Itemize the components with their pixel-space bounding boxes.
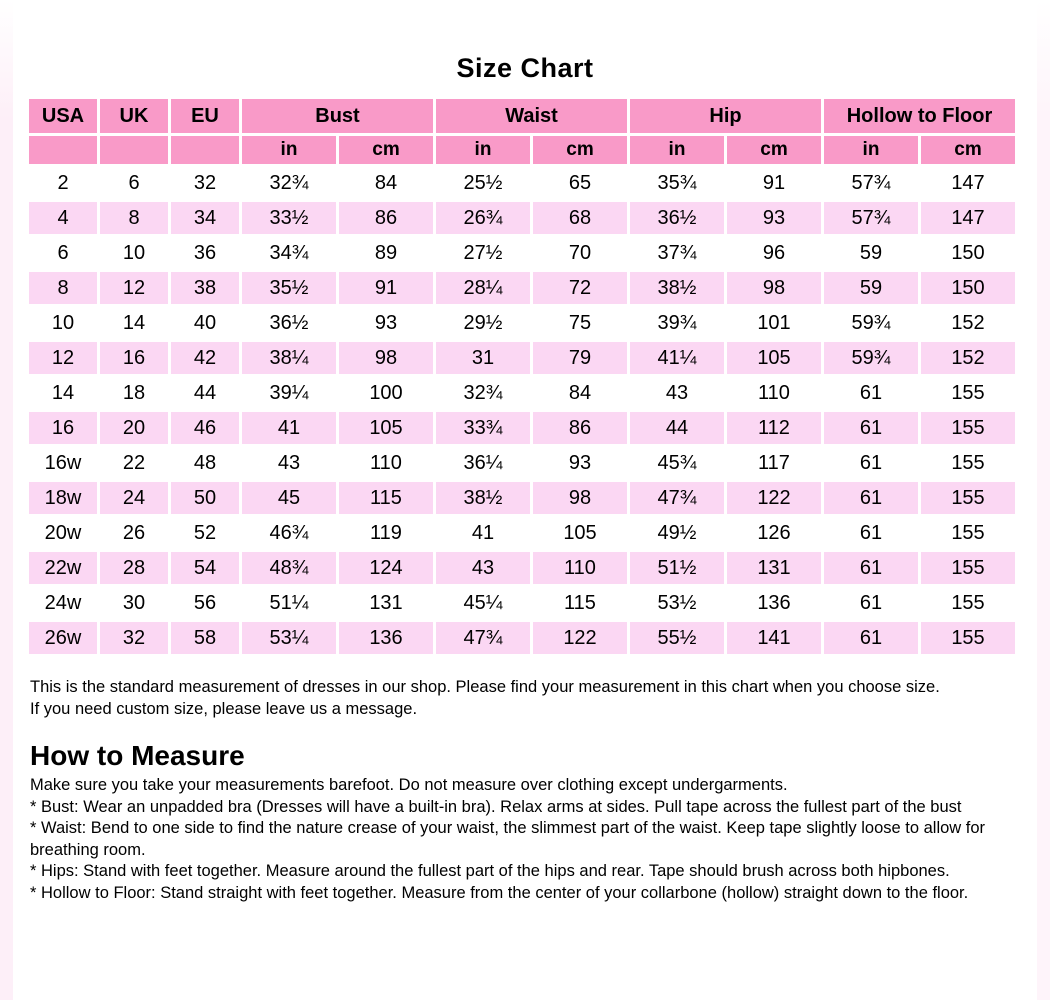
size-cell: 136 bbox=[339, 622, 433, 654]
size-cell: 61 bbox=[824, 482, 918, 514]
size-cell: 155 bbox=[921, 482, 1015, 514]
size-cell: 20 bbox=[100, 412, 168, 444]
size-cell: 25½ bbox=[436, 167, 530, 199]
size-cell: 33¾ bbox=[436, 412, 530, 444]
size-cell: 72 bbox=[533, 272, 627, 304]
size-cell: 18w bbox=[29, 482, 97, 514]
size-cell: 39¾ bbox=[630, 307, 724, 339]
size-cell: 2 bbox=[29, 167, 97, 199]
size-cell: 14 bbox=[29, 377, 97, 409]
size-cell: 38½ bbox=[630, 272, 724, 304]
table-row bbox=[29, 622, 1015, 654]
size-cell: 10 bbox=[100, 237, 168, 269]
size-cell: 42 bbox=[171, 342, 239, 374]
note-line-1: This is the standard measurement of dresses in our shop. Please find your measurement in this chart when you choose size. bbox=[30, 678, 940, 696]
size-cell: 26¾ bbox=[436, 202, 530, 234]
size-cell: 68 bbox=[533, 202, 627, 234]
size-cell: 147 bbox=[921, 167, 1015, 199]
size-cell: 33½ bbox=[242, 202, 336, 234]
size-cell: 86 bbox=[533, 412, 627, 444]
table-row bbox=[29, 202, 1015, 234]
size-cell: 8 bbox=[29, 272, 97, 304]
size-cell: 59¾ bbox=[824, 307, 918, 339]
size-cell: 22 bbox=[100, 447, 168, 479]
size-cell: 155 bbox=[921, 377, 1015, 409]
size-cell: 26 bbox=[100, 517, 168, 549]
size-cell: 75 bbox=[533, 307, 627, 339]
size-cell: 105 bbox=[727, 342, 821, 374]
size-cell: 93 bbox=[727, 202, 821, 234]
measure-tip-hips: * Hips: Stand with feet together. Measure around the fullest part of the hips and rear. Tape should brush across both hipbones. bbox=[30, 862, 950, 880]
size-cell: 35¾ bbox=[630, 167, 724, 199]
size-cell: 47¾ bbox=[436, 622, 530, 654]
size-cell: 155 bbox=[921, 552, 1015, 584]
size-cell: 61 bbox=[824, 447, 918, 479]
column-header-eu: EU bbox=[171, 99, 239, 133]
size-cell: 122 bbox=[533, 622, 627, 654]
size-cell: 131 bbox=[727, 552, 821, 584]
size-cell: 93 bbox=[533, 447, 627, 479]
size-cell: 32¾ bbox=[242, 167, 336, 199]
table-row bbox=[29, 342, 1015, 374]
table-row bbox=[29, 307, 1015, 339]
size-cell: 84 bbox=[339, 167, 433, 199]
size-cell: 101 bbox=[727, 307, 821, 339]
column-header-uk: UK bbox=[100, 99, 168, 133]
size-cell: 147 bbox=[921, 202, 1015, 234]
size-cell: 58 bbox=[171, 622, 239, 654]
size-cell: 57¾ bbox=[824, 167, 918, 199]
size-cell: 152 bbox=[921, 307, 1015, 339]
size-cell: 45¾ bbox=[630, 447, 724, 479]
size-cell: 18 bbox=[100, 377, 168, 409]
size-cell: 126 bbox=[727, 517, 821, 549]
size-cell: 65 bbox=[533, 167, 627, 199]
table-row bbox=[29, 377, 1015, 409]
size-cell: 16 bbox=[100, 342, 168, 374]
size-cell: 152 bbox=[921, 342, 1015, 374]
size-cell: 52 bbox=[171, 517, 239, 549]
unit-header-cm: cm bbox=[921, 136, 1015, 164]
unit-header-blank bbox=[100, 136, 168, 164]
column-header-usa: USA bbox=[29, 99, 97, 133]
size-cell: 89 bbox=[339, 237, 433, 269]
size-cell: 12 bbox=[29, 342, 97, 374]
table-row bbox=[29, 447, 1015, 479]
size-cell: 79 bbox=[533, 342, 627, 374]
size-cell: 110 bbox=[339, 447, 433, 479]
table-row bbox=[29, 587, 1015, 619]
size-cell: 70 bbox=[533, 237, 627, 269]
size-cell: 98 bbox=[339, 342, 433, 374]
how-to-measure-body bbox=[30, 775, 1025, 904]
size-cell: 49½ bbox=[630, 517, 724, 549]
size-cell: 38 bbox=[171, 272, 239, 304]
size-cell: 117 bbox=[727, 447, 821, 479]
size-cell: 56 bbox=[171, 587, 239, 619]
size-cell: 155 bbox=[921, 517, 1015, 549]
size-cell: 115 bbox=[339, 482, 433, 514]
size-cell: 36¼ bbox=[436, 447, 530, 479]
size-cell: 46¾ bbox=[242, 517, 336, 549]
unit-header-in: in bbox=[242, 136, 336, 164]
size-cell: 61 bbox=[824, 517, 918, 549]
size-cell: 96 bbox=[727, 237, 821, 269]
table-row bbox=[29, 167, 1015, 199]
size-cell: 61 bbox=[824, 377, 918, 409]
size-cell: 41 bbox=[436, 517, 530, 549]
size-cell: 141 bbox=[727, 622, 821, 654]
size-cell: 44 bbox=[630, 412, 724, 444]
how-to-measure-heading: How to Measure bbox=[30, 740, 245, 771]
table-body bbox=[29, 167, 1015, 654]
size-cell: 16 bbox=[29, 412, 97, 444]
measure-tip-bust: * Bust: Wear an unpadded bra (Dresses will have a built-in bra). Relax arms at sides. Pull tape across the fullest part of the bust bbox=[30, 797, 962, 816]
size-cell: 110 bbox=[727, 377, 821, 409]
size-cell: 61 bbox=[824, 587, 918, 619]
size-cell: 40 bbox=[171, 307, 239, 339]
size-cell: 57¾ bbox=[824, 202, 918, 234]
size-cell: 115 bbox=[533, 587, 627, 619]
size-cell: 122 bbox=[727, 482, 821, 514]
unit-header-cm: cm bbox=[339, 136, 433, 164]
size-cell: 55½ bbox=[630, 622, 724, 654]
column-header-bust: Bust bbox=[242, 99, 433, 133]
size-cell: 98 bbox=[727, 272, 821, 304]
size-cell: 35½ bbox=[242, 272, 336, 304]
size-cell: 105 bbox=[339, 412, 433, 444]
page-title: Size Chart bbox=[456, 53, 594, 83]
size-cell: 38¼ bbox=[242, 342, 336, 374]
unit-header-blank bbox=[171, 136, 239, 164]
size-cell: 59 bbox=[824, 237, 918, 269]
size-cell: 110 bbox=[533, 552, 627, 584]
size-cell: 27½ bbox=[436, 237, 530, 269]
unit-header-in: in bbox=[824, 136, 918, 164]
size-cell: 54 bbox=[171, 552, 239, 584]
size-cell: 36 bbox=[171, 237, 239, 269]
size-cell: 24w bbox=[29, 587, 97, 619]
size-cell: 12 bbox=[100, 272, 168, 304]
right-edge-tint bbox=[1037, 0, 1050, 1000]
size-cell: 84 bbox=[533, 377, 627, 409]
size-cell: 91 bbox=[339, 272, 433, 304]
size-cell: 44 bbox=[171, 377, 239, 409]
size-cell: 29½ bbox=[436, 307, 530, 339]
size-cell: 34¾ bbox=[242, 237, 336, 269]
size-cell: 150 bbox=[921, 237, 1015, 269]
size-cell: 155 bbox=[921, 622, 1015, 654]
size-cell: 48¾ bbox=[242, 552, 336, 584]
size-cell: 136 bbox=[727, 587, 821, 619]
note-line-2: If you need custom size, please leave us a message. bbox=[30, 699, 418, 718]
column-header-waist: Waist bbox=[436, 99, 627, 133]
size-cell: 131 bbox=[339, 587, 433, 619]
table-row bbox=[29, 412, 1015, 444]
size-cell: 39¼ bbox=[242, 377, 336, 409]
size-cell: 93 bbox=[339, 307, 433, 339]
size-cell: 24 bbox=[100, 482, 168, 514]
size-cell: 46 bbox=[171, 412, 239, 444]
size-cell: 22w bbox=[29, 552, 97, 584]
size-cell: 28¼ bbox=[436, 272, 530, 304]
size-cell: 32¾ bbox=[436, 377, 530, 409]
size-cell: 31 bbox=[436, 342, 530, 374]
unit-header-cm: cm bbox=[533, 136, 627, 164]
size-cell: 61 bbox=[824, 622, 918, 654]
size-cell: 91 bbox=[727, 167, 821, 199]
unit-header-in: in bbox=[630, 136, 724, 164]
size-cell: 59¾ bbox=[824, 342, 918, 374]
size-cell: 37¾ bbox=[630, 237, 724, 269]
size-cell: 50 bbox=[171, 482, 239, 514]
left-edge-tint bbox=[0, 0, 13, 1000]
size-chart-table bbox=[26, 96, 1018, 657]
column-header-hip: Hip bbox=[630, 99, 821, 133]
size-cell: 47¾ bbox=[630, 482, 724, 514]
size-cell: 100 bbox=[339, 377, 433, 409]
size-cell: 155 bbox=[921, 587, 1015, 619]
standard-measurement-notes bbox=[30, 677, 1025, 720]
size-cell: 51½ bbox=[630, 552, 724, 584]
size-cell: 28 bbox=[100, 552, 168, 584]
size-cell: 155 bbox=[921, 412, 1015, 444]
size-cell: 155 bbox=[921, 447, 1015, 479]
size-cell: 8 bbox=[100, 202, 168, 234]
size-cell: 119 bbox=[339, 517, 433, 549]
size-cell: 112 bbox=[727, 412, 821, 444]
size-cell: 6 bbox=[100, 167, 168, 199]
size-cell: 53¼ bbox=[242, 622, 336, 654]
size-cell: 26w bbox=[29, 622, 97, 654]
size-cell: 53½ bbox=[630, 587, 724, 619]
size-cell: 43 bbox=[242, 447, 336, 479]
size-cell: 6 bbox=[29, 237, 97, 269]
size-cell: 41¼ bbox=[630, 342, 724, 374]
measure-tip-hollow-to-floor: * Hollow to Floor: Stand straight with feet together. Measure from the center of your collarbone (hollow) straight down to the floor. bbox=[30, 883, 969, 902]
size-cell: 124 bbox=[339, 552, 433, 584]
size-cell: 45 bbox=[242, 482, 336, 514]
size-cell: 51¼ bbox=[242, 587, 336, 619]
size-cell: 105 bbox=[533, 517, 627, 549]
size-cell: 59 bbox=[824, 272, 918, 304]
size-cell: 86 bbox=[339, 202, 433, 234]
table-row bbox=[29, 237, 1015, 269]
unit-header-in: in bbox=[436, 136, 530, 164]
size-cell: 41 bbox=[242, 412, 336, 444]
table-row bbox=[29, 552, 1015, 584]
size-cell: 16w bbox=[29, 447, 97, 479]
size-cell: 61 bbox=[824, 412, 918, 444]
measure-intro: Make sure you take your measurements barefoot. Do not measure over clothing except undergarments. bbox=[30, 776, 788, 794]
size-cell: 45¼ bbox=[436, 587, 530, 619]
size-cell: 32 bbox=[171, 167, 239, 199]
size-cell: 30 bbox=[100, 587, 168, 619]
size-cell: 20w bbox=[29, 517, 97, 549]
size-cell: 43 bbox=[630, 377, 724, 409]
size-cell: 36½ bbox=[630, 202, 724, 234]
table-row bbox=[29, 272, 1015, 304]
table-row bbox=[29, 482, 1015, 514]
size-cell: 48 bbox=[171, 447, 239, 479]
column-header-hollow-to-floor: Hollow to Floor bbox=[824, 99, 1015, 133]
size-cell: 36½ bbox=[242, 307, 336, 339]
size-cell: 4 bbox=[29, 202, 97, 234]
size-cell: 14 bbox=[100, 307, 168, 339]
size-cell: 10 bbox=[29, 307, 97, 339]
size-cell: 61 bbox=[824, 552, 918, 584]
size-cell: 32 bbox=[100, 622, 168, 654]
unit-header-blank bbox=[29, 136, 97, 164]
size-cell: 43 bbox=[436, 552, 530, 584]
table-head bbox=[29, 99, 1015, 164]
measure-tip-waist: * Waist: Bend to one side to find the nature crease of your waist, the slimmest part of the waist. Keep tape slightly loose to allow for breathing room. bbox=[30, 819, 986, 859]
table-row bbox=[29, 517, 1015, 549]
size-cell: 34 bbox=[171, 202, 239, 234]
size-cell: 150 bbox=[921, 272, 1015, 304]
size-cell: 98 bbox=[533, 482, 627, 514]
unit-header-cm: cm bbox=[727, 136, 821, 164]
size-cell: 38½ bbox=[436, 482, 530, 514]
